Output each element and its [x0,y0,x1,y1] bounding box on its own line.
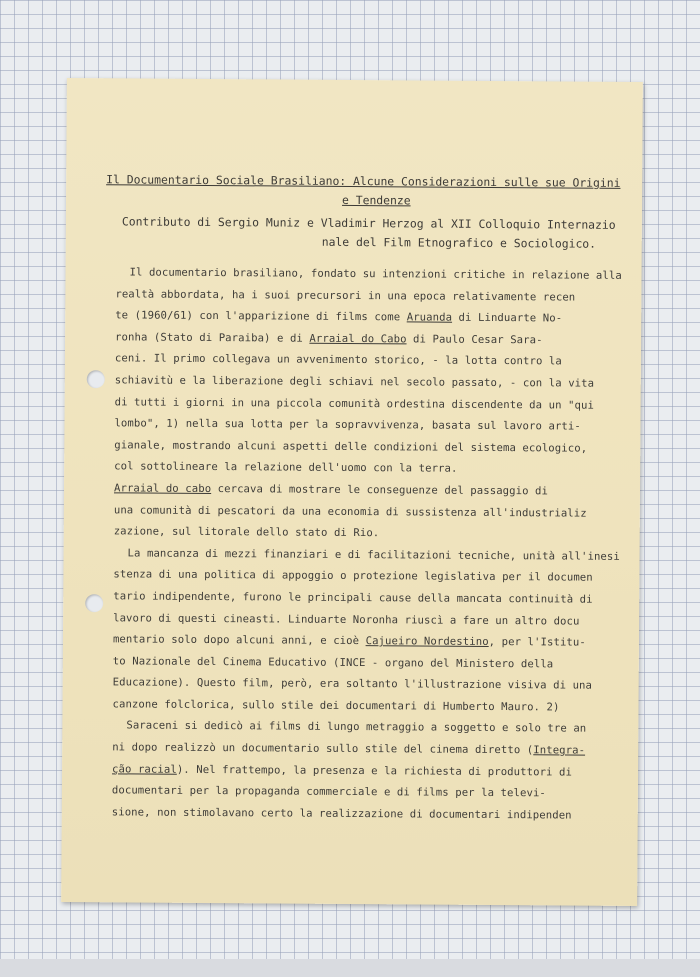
text-line: gianale, mostrando alcuni aspetti delle condizioni del sistema ecologico, [114,439,588,455]
text-line: Saraceni si dedicò ai films di lungo metraggio a soggetto e solo tre an [126,719,587,736]
title-line-1: Il Documentario Sociale Brasiliano: Alcune Considerazioni sulle sue Origini [106,172,621,190]
text-line: col sottolineare la relazione dell'uomo con la terra. [114,460,458,476]
text-line: una comunità di pescatori da una economia di sussistenza all'industrializ [113,503,587,520]
text-line: La mancanza di mezzi finanziari e di facilitazioni tecniche, unità all'inesi [127,547,620,563]
film-title: Arraial do Cabo [309,332,407,346]
text-line: lombo", 1) nella sua lotta per la sopravvivenza, basata sul lavoro arti- [114,417,581,433]
typewritten-page [61,78,643,906]
film-title: ção racial [112,762,177,776]
text-line: lavoro di questi cineasti. Linduarte Noronha riuscì a fare un altro docu [113,611,580,628]
text-line: mentario solo dopo alcuni anni, e cioè Cajueiro Nordestino, per l'Istitu- [112,633,586,649]
text-line: ni dopo realizzò un documentario sullo stile del cinema diretto (Integra- [112,741,586,757]
punch-hole-upper [87,370,105,388]
punch-hole-lower [85,594,103,612]
text-line: tario indipendente, furono le principali cause della mancata continuità di [113,590,593,606]
text-line: realtà abbordata, ha i suoi precursori in una epoca relativamente recen [115,287,576,304]
text-line: ronha (Stato di Paraiba) e di Arraial do Cabo di Paulo Cesar Sara- [115,331,543,347]
text-line: Educazione). Questo film, però, era soltanto l'illustrazione visiva di una [112,676,593,692]
subtitle-line-2: nale del Film Etnografico e Sociologico. [321,234,597,251]
text-line: stenza di una politica di appoggio o protezione legislativa per il documen [113,568,593,584]
text-line: te (1960/61) con l'apparizione di films come Aruanda di Linduarte No- [115,309,563,325]
scanner-bed-edge [0,959,700,977]
text-line: canzone folclorica, sullo stile dei documentari di Humberto Mauro. 2) [112,698,560,714]
film-title: Aruanda [406,311,453,324]
text-line: Il documentario brasiliano, fondato su intenzioni critiche in relazione alla [129,266,622,282]
document-heading [106,170,647,254]
subtitle-line-1: Contributo di Sergio Muniz e Vladimir Herzog al XII Colloquio Internazio [121,214,616,232]
film-title: Integra- [533,744,586,757]
text-line: sione, non stimolavano certo la realizzazione di documentari indipenden [111,806,572,822]
text-line: schiavitù e la liberazione degli schiavi nel secolo passato, - con la vita [114,374,595,390]
text-line: ceni. Il primo collegava un avvenimento storico, - la lotta contro la [114,352,562,368]
text-line: di tutti i giorni in una piccola comunità ordestina discendente da un "qui [114,395,595,412]
film-title: Cajueiro Nordestino [365,635,489,649]
body-text [112,262,636,827]
film-title: Arraial do cabo [113,482,212,495]
text-line: zazione, sul litorale dello stato di Rio. [113,525,380,540]
text-line: to Nazionale del Cinema Educativo (INCE - organo del Ministero della [112,655,554,671]
title-line-2: e Tendenze [341,192,411,208]
text-line: ção racial). Nel frattempo, la presenza e la richiesta di produttori di [112,762,573,779]
text-line: Arraial do cabo cercava di mostrare le conseguenze del passaggio di [113,482,549,498]
text-line: documentari per la propaganda commerciale e di films per la televi- [111,784,546,800]
